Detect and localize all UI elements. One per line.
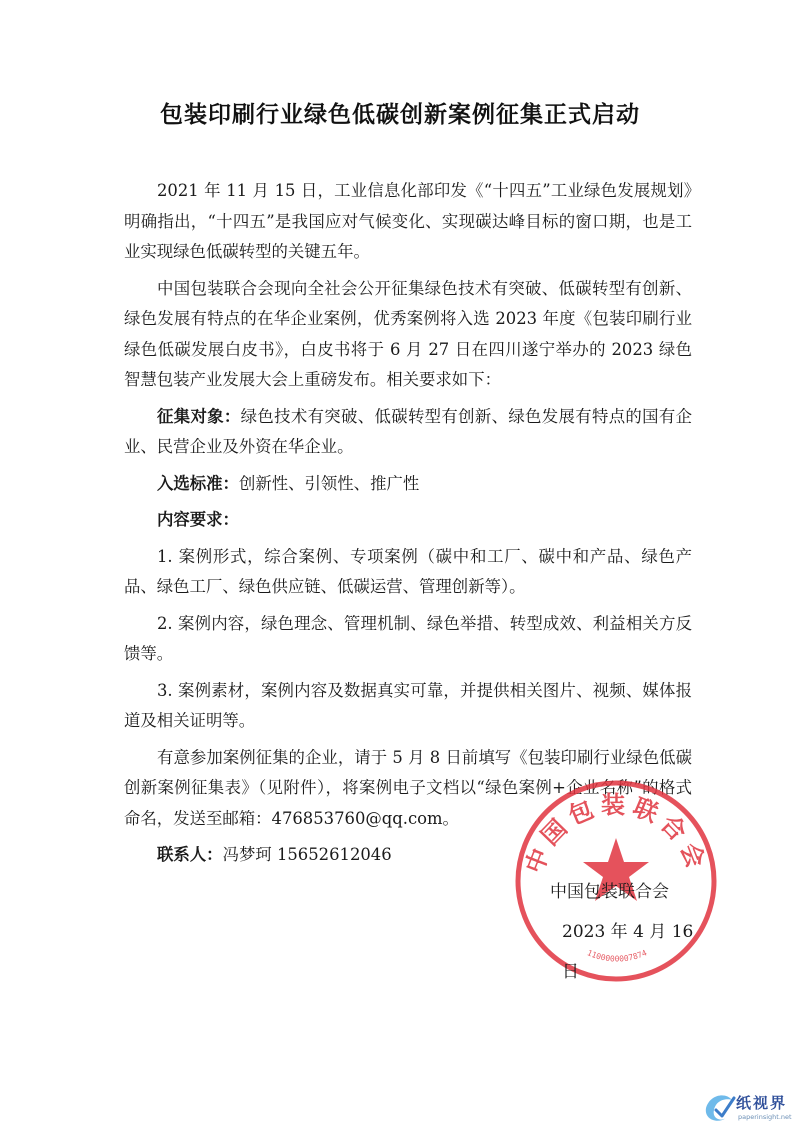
requirement-item-2: 2. 案例内容，绿色理念、管理机制、绿色举措、转型成效、利益相关方反馈等。 bbox=[124, 613, 692, 663]
target-text: 绿色技术有突破、低碳转型有创新、绿色发展有特点的国有企业、民营企业及外资在华企业。 bbox=[124, 406, 693, 456]
signature-date: 2023 年 4 月 16 日 bbox=[562, 922, 694, 982]
watermark-brand: 纸视界 bbox=[736, 1094, 788, 1112]
target-label: 征集对象： bbox=[157, 406, 241, 426]
seal-text: 中国包装联合会 bbox=[520, 791, 712, 878]
watermark-url: paperinsight.net bbox=[738, 1113, 792, 1121]
content-label: 内容要求： bbox=[157, 510, 239, 529]
criteria-label: 入选标准： bbox=[157, 473, 239, 493]
paragraph-target bbox=[124, 402, 692, 463]
seal-code: 1100000007874 bbox=[585, 948, 649, 964]
document-title: 包装印刷行业绿色低碳创新案例征集正式启动 bbox=[160, 102, 640, 128]
contact-text: 冯梦珂 15652612046 bbox=[222, 845, 392, 864]
paragraph-announcement: 中国包装联合会现向全社会公开征集绿色技术有突破、低碳转型有创新、绿色发展有特点的在华企业案例，优秀案例将入选 2023 年度《包装印刷行业绿色低碳发展白皮书》，白皮书将于 6 月 27 日在四川遂宁举办的 2023 绿色智慧包装产业发展大会上重磅发布。相关要求如下： bbox=[124, 278, 692, 389]
signature-block bbox=[550, 872, 710, 992]
requirement-item-1: 1. 案例形式，综合案例、专项案例（碳中和工厂、碳中和产品、绿色产品、绿色工厂、绿色供应链、低碳运营、管理创新等）。 bbox=[124, 546, 692, 596]
requirement-item-3: 3. 案例素材，案例内容及数据真实可靠，并提供相关图片、视频、媒体报道及相关证明等。 bbox=[124, 680, 692, 730]
document-body bbox=[124, 176, 692, 877]
signature-org: 中国包装联合会 bbox=[550, 882, 669, 902]
paragraph-criteria bbox=[124, 469, 692, 500]
paragraph-submission: 有意参加案例征集的企业，请于 5 月 8 日前填写《包装印刷行业绿色低碳创新案例征集表》（见附件），将案例电子文档以“绿色案例+企业名称”的格式命名，发送至邮箱：476853760@qq.com。 bbox=[124, 747, 692, 828]
contact-label: 联系人： bbox=[157, 845, 223, 864]
paragraph-content-heading bbox=[124, 505, 692, 536]
criteria-text: 创新性、引领性、推广性 bbox=[238, 473, 420, 493]
paragraph-intro: 2021 年 11 月 15 日，工业信息化部印发《“十四五”工业绿色发展规划》明确指出，“十四五”是我国应对气候变化、实现碳达峰目标的窗口期，也是工业实现绿色低碳转型的关键五年。 bbox=[124, 181, 692, 261]
